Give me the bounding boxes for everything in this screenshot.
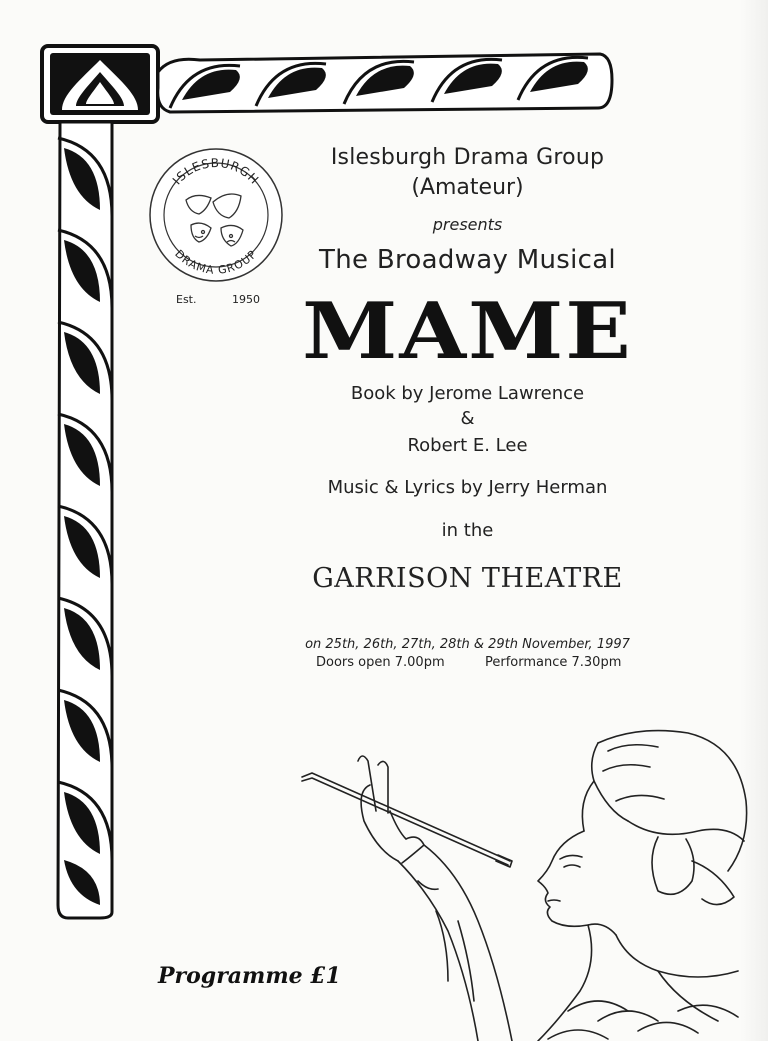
performance-dates: on 25th, 26th, 27th, 28th & 29th November, 1997 — [305, 637, 630, 652]
organisation-name: Islesburgh Drama Group — [330, 145, 605, 170]
organisation-note: (Amateur) — [411, 175, 524, 200]
drama-group-seal — [141, 140, 291, 290]
show-subtitle: The Broadway Musical — [319, 245, 616, 275]
venue-name: GARRISON THEATRE — [312, 563, 623, 594]
woman-illustration — [298, 721, 758, 1041]
credit-ampersand: & — [460, 408, 475, 429]
show-title: MAME — [302, 286, 633, 377]
venue-prefix: in the — [441, 520, 494, 541]
book-credit: Book by Jerome Lawrence — [350, 383, 585, 404]
performance-time: Performance 7.30pm — [485, 655, 622, 670]
music-credit: Music & Lyrics by Jerry Herman — [327, 477, 608, 498]
established-year: 1950 — [232, 293, 260, 306]
seal-bottom-text: DRAMA GROUP — [172, 247, 260, 277]
seal-top-text: ISLESBURGH — [169, 155, 262, 188]
doors-open-time: Doors open 7.00pm — [316, 655, 445, 670]
programme-price: Programme £1 — [158, 963, 341, 989]
established-label: Est. — [176, 293, 197, 306]
presents-label: presents — [432, 215, 503, 234]
co-author-credit: Robert E. Lee — [407, 435, 528, 456]
